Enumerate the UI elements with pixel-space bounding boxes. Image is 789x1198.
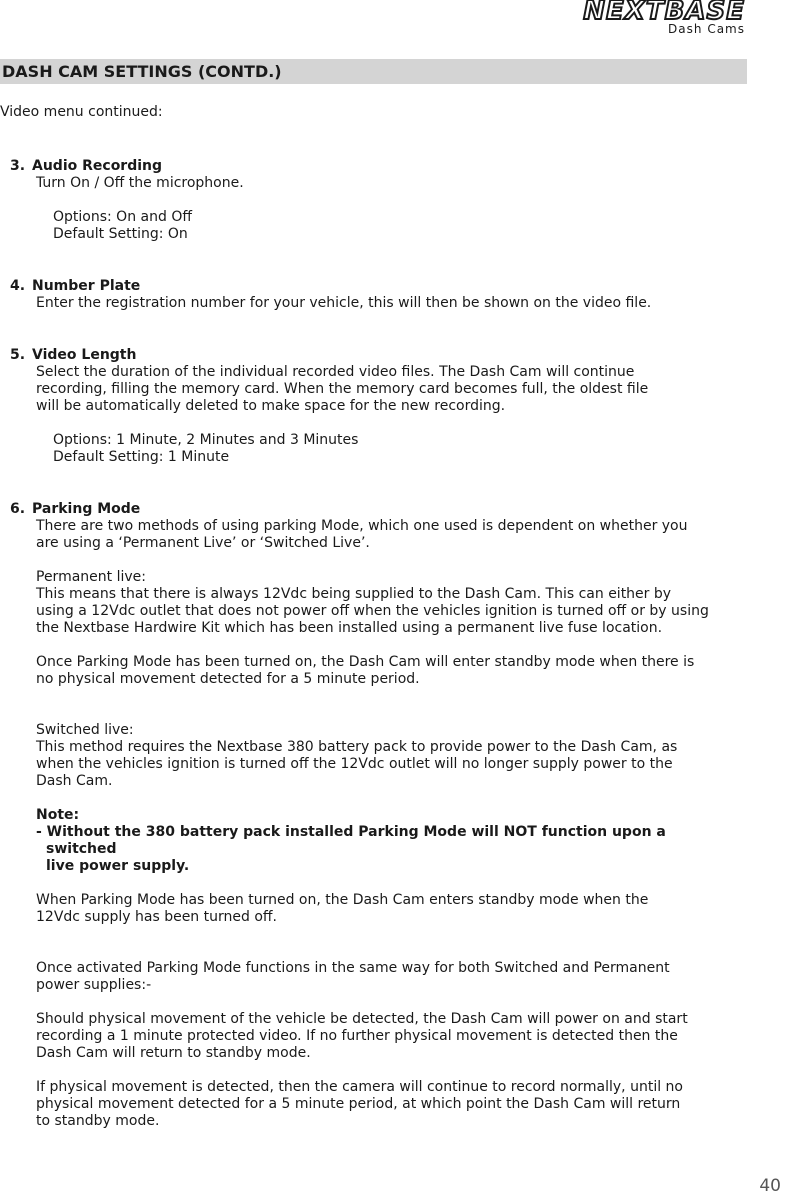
paragraph-line: When Parking Mode has been turned on, the Dash Cam enters standby mode when the — [36, 892, 649, 908]
paragraph-line: the Nextbase Hardwire Kit which has been installed using a permanent live fuse location. — [36, 620, 663, 636]
setting-number: 5. — [10, 347, 26, 363]
setting-heading — [10, 157, 740, 175]
setting-title: Parking Mode — [32, 501, 141, 517]
paragraph-line: to standby mode. — [36, 1113, 160, 1129]
setting-title: Number Plate — [32, 278, 141, 294]
paragraph-line: physical movement detected for a 5 minute period, at which point the Dash Cam will return — [36, 1096, 681, 1112]
setting-number-plate — [10, 277, 740, 312]
setting-default: Default Setting: 1 Minute — [53, 449, 230, 465]
setting-description: Turn On / Off the microphone. — [36, 175, 244, 191]
setting-heading — [10, 277, 740, 295]
paragraph-line: If physical movement is detected, then the camera will continue to record normally, until no — [36, 1079, 683, 1095]
intro-text: Video menu continued: — [0, 104, 163, 120]
setting-title: Audio Recording — [32, 158, 163, 174]
logo-wordmark: NEXTBASE — [583, 0, 745, 26]
paragraph-line: no physical movement detected for a 5 minute period. — [36, 671, 420, 687]
setting-number: 4. — [10, 278, 26, 294]
paragraph-line: when the vehicles ignition is turned off the 12Vdc outlet will no longer supply power to the — [36, 756, 673, 772]
paragraph-line: using a 12Vdc outlet that does not power off when the vehicles ignition is turned off or by using — [36, 603, 709, 619]
setting-heading — [10, 346, 740, 364]
paragraph-line: Dash Cam. — [36, 773, 113, 789]
setting-number: 6. — [10, 501, 26, 517]
paragraph-line: 12Vdc supply has been turned off. — [36, 909, 277, 925]
setting-description-line: Select the duration of the individual recorded video files. The Dash Cam will continue — [36, 364, 635, 380]
page-number: 40 — [759, 1176, 781, 1196]
nextbase-logo — [523, 0, 745, 40]
paragraph-line: This means that there is always 12Vdc being supplied to the Dash Cam. This can either by — [36, 586, 672, 602]
note-line: live power supply. — [46, 858, 190, 874]
setting-description-line: recording, filling the memory card. When the memory card becomes full, the oldest file — [36, 381, 649, 397]
setting-options: Options: 1 Minute, 2 Minutes and 3 Minutes — [53, 432, 359, 448]
paragraph-line: There are two methods of using parking Mode, which one used is dependent on whether you — [36, 518, 688, 534]
setting-parking-mode — [10, 500, 740, 1130]
switched-live-title: Switched live: — [36, 722, 134, 738]
paragraph-line: Once Parking Mode has been turned on, the Dash Cam will enter standby mode when there is — [36, 654, 695, 670]
setting-options: Options: On and Off — [53, 209, 192, 225]
section-title: DASH CAM SETTINGS (CONTD.) — [2, 62, 282, 81]
paragraph-line: recording a 1 minute protected video. If no further physical movement is detected then the — [36, 1028, 678, 1044]
note-line: - Without the 380 battery pack installed Parking Mode will NOT function upon a switched — [36, 824, 666, 857]
paragraph-line: Once activated Parking Mode functions in the same way for both Switched and Permanent — [36, 960, 670, 976]
permanent-live-title: Permanent live: — [36, 569, 146, 585]
setting-heading — [10, 500, 740, 518]
paragraph-line: Dash Cam will return to standby mode. — [36, 1045, 311, 1061]
setting-audio-recording — [10, 157, 740, 243]
logo-subtitle: Dash Cams — [668, 22, 745, 36]
paragraph-line: are using a ‘Permanent Live’ or ‘Switched Live’. — [36, 535, 370, 551]
paragraph-line: This method requires the Nextbase 380 battery pack to provide power to the Dash Cam, as — [36, 739, 678, 755]
setting-number: 3. — [10, 158, 26, 174]
paragraph-line: Should physical movement of the vehicle be detected, the Dash Cam will power on and start — [36, 1011, 688, 1027]
paragraph-line: power supplies:- — [36, 977, 152, 993]
setting-description-line: will be automatically deleted to make space for the new recording. — [36, 398, 506, 414]
setting-title: Video Length — [32, 347, 137, 363]
setting-description: Enter the registration number for your vehicle, this will then be shown on the video file. — [36, 295, 652, 311]
note-title: Note: — [36, 807, 80, 823]
setting-video-length — [10, 346, 740, 466]
settings-list — [10, 157, 740, 1164]
setting-default: Default Setting: On — [53, 226, 188, 242]
section-header-bar — [0, 59, 747, 84]
